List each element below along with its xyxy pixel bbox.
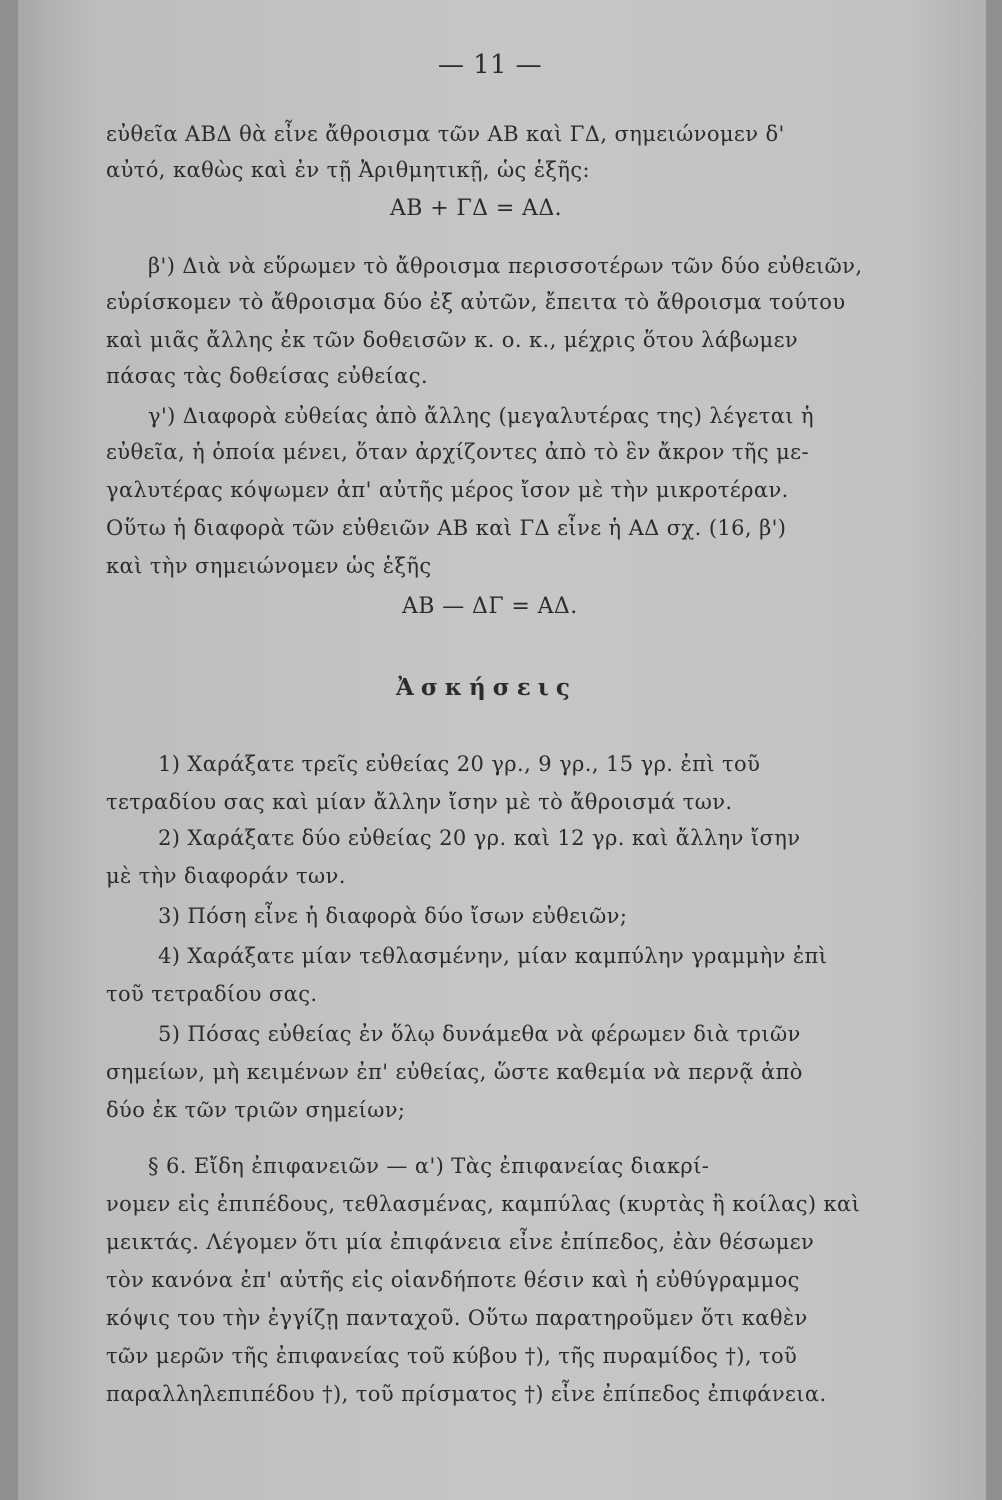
text-line: πάσας τὰς δοθείσας εὐθείας.	[106, 364, 428, 388]
text-line: τὸν κανόνα ἐπ' αὐτῆς εἰς οἱανδήποτε θέσιν καὶ ἡ εὐθύγραμμος	[106, 1268, 800, 1292]
text-line: εὐθεῖα, ἡ ὁποία μένει, ὅταν ἀρχίζοντες ἀπὸ τὸ ἓν ἄκρον τῆς με-	[106, 440, 809, 464]
text-line: αὐτό, καθὼς καὶ ἐν τῇ Ἀριθμητικῇ, ὡς ἑξῆς:	[106, 158, 591, 182]
text-line: Οὕτω ἡ διαφορὰ τῶν εὐθειῶν ΑΒ καὶ ΓΔ εἶνε ἡ ΑΔ σχ. (16, β')	[106, 516, 787, 540]
text-line: εὐθεῖα ΑΒΔ θὰ εἶνε ἄθροισμα τῶν ΑΒ καὶ ΓΔ, σημειώνομεν δ'	[106, 122, 785, 146]
equation: ΑΒ + ΓΔ = ΑΔ.	[390, 196, 563, 221]
text-line: νομεν εἰς ἐπιπέδους, τεθλασμένας, καμπύλας (κυρτὰς ἢ κοίλας) καὶ	[106, 1192, 861, 1216]
text-line: κόψις του τὴν ἐγγίζῃ πανταχοῦ. Οὕτω παρατηροῦμεν ὅτι καθὲν	[106, 1306, 808, 1330]
section-line: § 6. Εἴδη ἐπιφανειῶν — α') Τὰς ἐπιφανείας διακρί-	[148, 1154, 710, 1178]
text-line: μεικτάς. Λέγομεν ὅτι μία ἐπιφάνεια εἶνε ἐπίπεδος, ἐὰν θέσωμεν	[106, 1230, 815, 1254]
text-line: β') Διὰ νὰ εὕρωμεν τὸ ἄθροισμα περισσοτέρων τῶν δύο εὐθειῶν,	[148, 254, 863, 278]
text-line: παραλληλεπιπέδου †), τοῦ πρίσματος †) εἶνε ἐπίπεδος ἐπιφάνεια.	[106, 1382, 827, 1406]
text-line: εὑρίσκομεν τὸ ἄθροισμα δύο ἐξ αὐτῶν, ἔπειτα τὸ ἄθροισμα τούτου	[106, 290, 846, 314]
exercise-line: τοῦ τετραδίου σας.	[106, 982, 318, 1006]
exercise-line: σημείων, μὴ κειμένων ἐπ' εὐθείας, ὥστε καθεμία νὰ περνᾷ ἀπὸ	[106, 1060, 803, 1084]
exercise-line: 2) Χαράξατε δύο εὐθείας 20 γρ. καὶ 12 γρ. καὶ ἄλλην ἴσην	[158, 826, 801, 850]
text-line: τῶν μερῶν τῆς ἐπιφανείας τοῦ κύβου †), τῆς πυραμίδος †), τοῦ	[106, 1344, 798, 1368]
text-line: γαλυτέρας κόψωμεν ἀπ' αὐτῆς μέρος ἴσον μὲ τὴν μικροτέραν.	[106, 478, 789, 502]
exercise-line: 4) Χαράξατε μίαν τεθλασμένην, μίαν καμπύλην γραμμὴν ἐπὶ	[158, 944, 828, 968]
equation: ΑΒ — ΔΓ = ΑΔ.	[402, 594, 578, 619]
exercise-line: 5) Πόσας εὐθείας ἐν ὅλῳ δυνάμεθα νὰ φέρωμεν διὰ τριῶν	[158, 1022, 801, 1046]
book-page	[18, 0, 986, 1500]
exercise-line: δύο ἐκ τῶν τριῶν σημείων;	[106, 1098, 406, 1122]
page-number: — 11 —	[438, 50, 543, 80]
text-line: γ') Διαφορὰ εὐθείας ἀπὸ ἄλλης (μεγαλυτέρας της) λέγεται ἡ	[148, 404, 814, 428]
section-heading: Ἀσκήσεις	[396, 674, 577, 701]
text-line: καὶ τὴν σημειώνομεν ὡς ἑξῆς	[106, 554, 432, 578]
exercise-line: 1) Χαράξατε τρεῖς εὐθείας 20 γρ., 9 γρ., 15 γρ. ἐπὶ τοῦ	[158, 752, 761, 776]
exercise-line: 3) Πόση εἶνε ἡ διαφορὰ δύο ἴσων εὐθειῶν;	[158, 904, 628, 928]
exercise-line: τετραδίου σας καὶ μίαν ἄλλην ἴσην μὲ τὸ ἄθροισμά των.	[106, 790, 733, 814]
text-line: καὶ μιᾶς ἄλλης ἐκ τῶν δοθεισῶν κ. ο. κ., μέχρις ὅτου λάβωμεν	[106, 328, 799, 352]
exercise-line: μὲ τὴν διαφοράν των.	[106, 864, 346, 888]
